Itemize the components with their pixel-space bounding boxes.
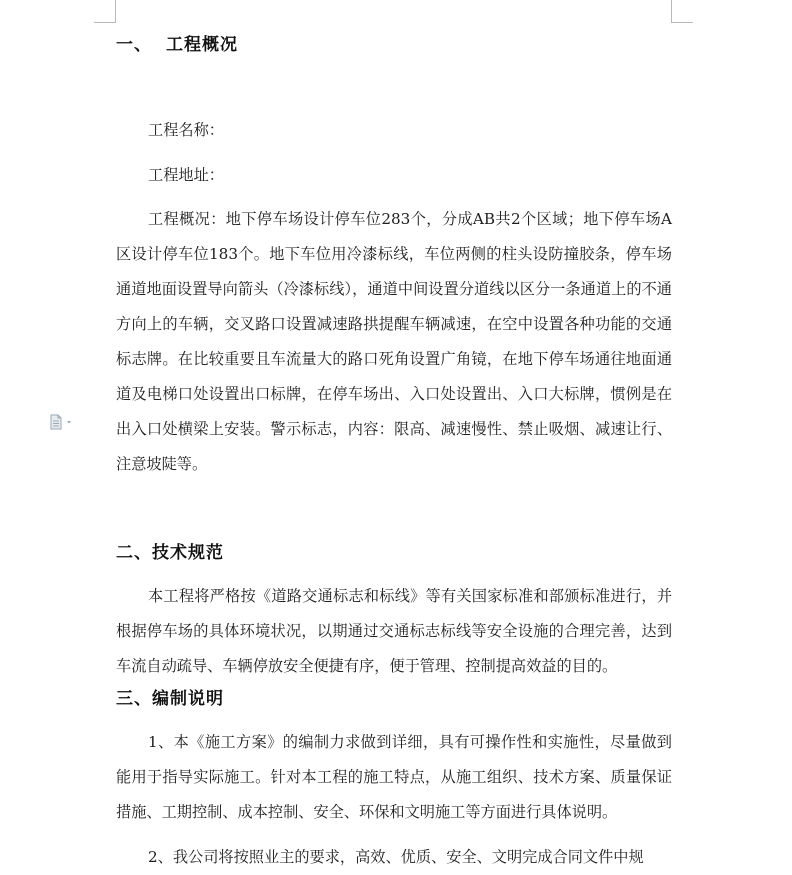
document-menu-icon[interactable] xyxy=(49,414,77,430)
tech-spec-paragraph: 本工程将严格按《道路交通标志和标线》等有关国家标准和部颁标准进行，并根据停车场的具体环境状况，以期通过交通标志标线等安全设施的合理完善，达到车流自动疏导、车辆停放安全便捷有序，便于管理、控制提高效益的目的。 xyxy=(116,587,672,675)
notes-item-1: 1、本《施工方案》的编制力求做到详细，具有可操作性和实施性，尽量做到能用于指导实际施工。针对本工程的施工特点，从施工组织、技术方案、质量保证措施、工期控制、成本控制、安全、环保和文明施工等方面进行具体说明。 xyxy=(116,733,672,821)
section-number: 一、 xyxy=(116,35,152,55)
crop-mark-top-left-horizontal xyxy=(94,22,116,23)
crop-mark-top-right-horizontal xyxy=(671,22,693,23)
section-heading-tech-spec: 二、技术规范 xyxy=(116,543,224,563)
crop-mark-top-right-vertical xyxy=(671,0,672,22)
crop-mark-top-left-vertical xyxy=(115,0,116,22)
project-address-label: 工程地址： xyxy=(148,166,224,184)
section-heading-overview xyxy=(116,34,238,56)
section-title: 工程概况 xyxy=(166,35,238,55)
section-heading-notes: 三、编制说明 xyxy=(116,689,224,709)
overview-paragraph: 工程概况：地下停车场设计停车位283个，分成AB共2个区域；地下停车场A区设计停车位183个。地下车位用冷漆标线，车位两侧的柱头设防撞胶条，停车场通道地面设置导向箭头（冷漆标线），通道中间设置分道线以区分一条通道上的不通方向上的车辆，交叉路口设置减速路拱提醒车辆减速，在空中设置各种功能的交通标志牌。在比较重要且车流量大的路口死角设置广角镜，在地下停车场通往地面通道及电梯口处设置出口标牌，在停车场出、入口处设置出、入口大标牌，惯例是在出入口处横梁上安装。警示标志，内容：限高、减速慢性、禁止吸烟、减速让行、注意坡陡等。 xyxy=(116,210,672,473)
notes-item-2: 2、我公司将按照业主的要求，高效、优质、安全、文明完成合同文件中规 xyxy=(148,848,644,866)
project-name-label: 工程名称： xyxy=(148,121,224,139)
